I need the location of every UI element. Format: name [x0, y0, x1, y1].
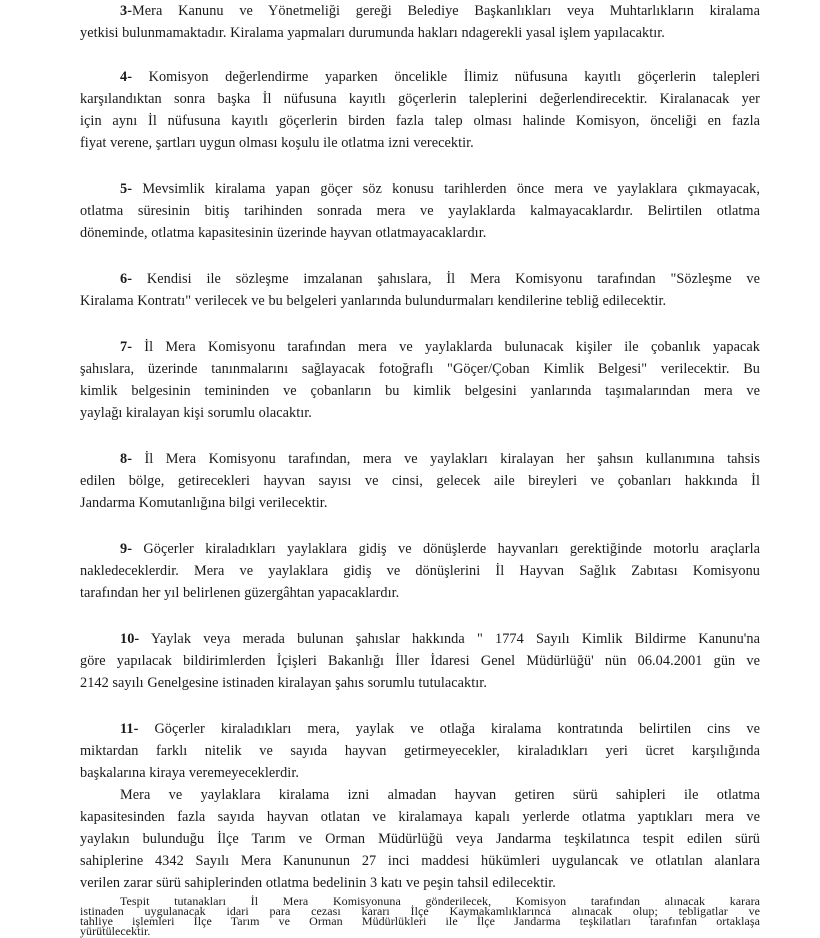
continuation-b-line-3: tahliye işlemleri İlçe Tarım ve Orman Müdürlükleri ile İlçe Jandarma teşkilatları tarafınfan ortaklaşa	[80, 914, 760, 928]
paragraph-9-line-3: tarafından her yıl belirlenen güzergâhtan yapacaklardır.	[80, 585, 400, 601]
paragraph-8-line-2: edilen bölge, getirecekleri hayvan sayısı ve cinsi, gelecek aile bireyleri ve çobanları hakkında İl	[80, 473, 760, 489]
paragraph-10-line-3: 2142 sayılı Genelgesine istinaden kiralayan şahıs sorumlu tutulacaktır.	[80, 675, 487, 691]
continuation-a-line-4: sahiplerine 4342 Sayılı Mera Kanununun 27 inci maddesi hükümleri uygulancak ve otlatılan alanlara	[80, 853, 760, 869]
paragraph-9-line-2: nakledeceklerdir. Mera ve yaylaklara gidiş ve dönüşlerini İl Hayvan Sağlık Zabıtası Komisyonu	[80, 563, 760, 579]
continuation-b-line-4: yürütülecektir.	[80, 924, 151, 938]
continuation-a-line-2: kapasitesinden fazla sayıda hayvan otlatan ve kiralamaya kapalı yerlerde otlatma yaptıkları mera ve	[80, 809, 760, 825]
paragraph-6-line-1: 6- Kendisi ile sözleşme imzalanan şahıslara, İl Mera Komisyonu tarafından "Sözleşme ve	[120, 271, 761, 287]
paragraph-6-line-2: Kiralama Kontratı" verilecek ve bu belgeleri yanlarında bulundurmaları kendilerine tebliğ edilecektir.	[80, 293, 667, 309]
paragraph-8-line-3: Jandarma Komutanlığına bilgi verilecektir.	[80, 495, 328, 511]
paragraph-11-line-2: miktardan farklı nitelik ve sayıda hayvan getirmeyecekler, kiraladıkları yeri ücret karşılığında	[80, 743, 760, 759]
paragraph-10-line-1: 10- Yaylak veya merada bulunan şahıslar hakkında " 1774 Sayılı Kimlik Bildirme Kanunu'na	[120, 631, 761, 647]
continuation-a-line-3: yaylakın bulunduğu İlçe Tarım ve Orman Müdürlüğü veya Jandarma teşkilatınca tespit edilen sürü	[80, 831, 760, 847]
paragraph-7-line-4: yaylağı kiralayan kişi sorumlu olacaktır.	[80, 405, 312, 421]
paragraph-11-line-1: 11- Göçerler kiraladıkları mera, yaylak ve otlağa kiralama kontratında belirtilen cins ve	[120, 721, 761, 737]
paragraph-5-line-1: 5- Mevsimlik kiralama yapan göçer söz konusu tarihlerden önce mera ve yaylaklara çıkmayacak,	[120, 181, 760, 197]
paragraph-5-line-3: döneminde, otlatma kapasitesinin üzerinde hayvan otlatmayacaklardır.	[80, 225, 487, 241]
paragraph-11-line-3: başkalarına kiraya veremeyeceklerdir.	[80, 765, 299, 781]
paragraph-7-line-1: 7- İl Mera Komisyonu tarafından mera ve yaylaklarda bulunacak kişiler ile çobanlık yapacak	[120, 339, 761, 355]
paragraph-10-line-2: göre yapılacak bildirimlerden İçişleri Bakanlığı İller İdaresi Genel Müdürlüğü' nün 06.04.2001 gün ve	[80, 653, 760, 669]
continuation-b-line-1: Tespit tutanakları İl Mera Komisyonuna gönderilecek, Komisyon tarafından alınacak karara	[120, 894, 760, 908]
paragraph-3-line-2: yetkisi bulunmamaktadır. Kiralama yapmaları durumunda hakları ndagerekli yasal işlem yapılacaktır.	[80, 25, 665, 41]
paragraph-4-line-2: karşılandıktan sonra başka İl nüfusuna kayıtlı göçerlerin taleplerini değerlendirecektir. Kiralanacak yer	[80, 91, 760, 107]
paragraph-7-line-2: şahıslara, üzerinde tanınmalarını sağlayacak fotoğraflı "Göçer/Çoban Kimlik Belgesi" verilecektir. Bu	[80, 361, 760, 377]
paragraph-5-line-2: otlatma süresinin bitiş tarihinden sonrada mera ve yaylaklarda kalmayacaklardır. Belirtilen otlatma	[80, 203, 760, 219]
paragraph-4-line-3: için aynı İl nüfusuna kayıtlı göçerlerin birden fazla talep olması halinde Komisyon, önceliği en fazla	[80, 113, 760, 129]
continuation-a-line-5: verilen zarar sürü sahiplerinden otlatma bedelinin 3 katı ve peşin tahsil edilecektir.	[80, 875, 556, 891]
paragraph-3-line-1: 3-Mera Kanunu ve Yönetmeliği gereği Belediye Başkanlıkları veya Muhtarlıkların kiralama	[120, 3, 760, 19]
paragraph-8-line-1: 8- İl Mera Komisyonu tarafından, mera ve yaylakları kiralayan her şahsın kullanımına tahsis	[120, 451, 760, 467]
paragraph-4-line-1: 4- Komisyon değerlendirme yaparken öncelikle İlimiz nüfusuna kayıtlı göçerlerin talepleri	[120, 69, 760, 85]
continuation-b-line-2: istinaden uygulanacak idari para cezası kararı İlçe Kaymakamlıklarınca alınacak olup; tebligatlar ve	[80, 904, 760, 918]
paragraph-4-line-4: fiyat verene, şartları uygun olması koşulu ile otlatma izni verecektir.	[80, 135, 474, 151]
paragraph-7-line-3: kimlik belgesinin temininden ve çobanların bu kimlik belgesini yanlarında taşımalarından mera ve	[80, 383, 760, 399]
paragraph-9-line-1: 9- Göçerler kiraladıkları yaylaklara gidiş ve dönüşlerde hayvanları gerektiğinde motorlu araçlarla	[120, 541, 761, 557]
continuation-a-line-1: Mera ve yaylaklara kiralama izni almadan hayvan getiren sürü sahipleri ile otlatma	[120, 787, 760, 803]
